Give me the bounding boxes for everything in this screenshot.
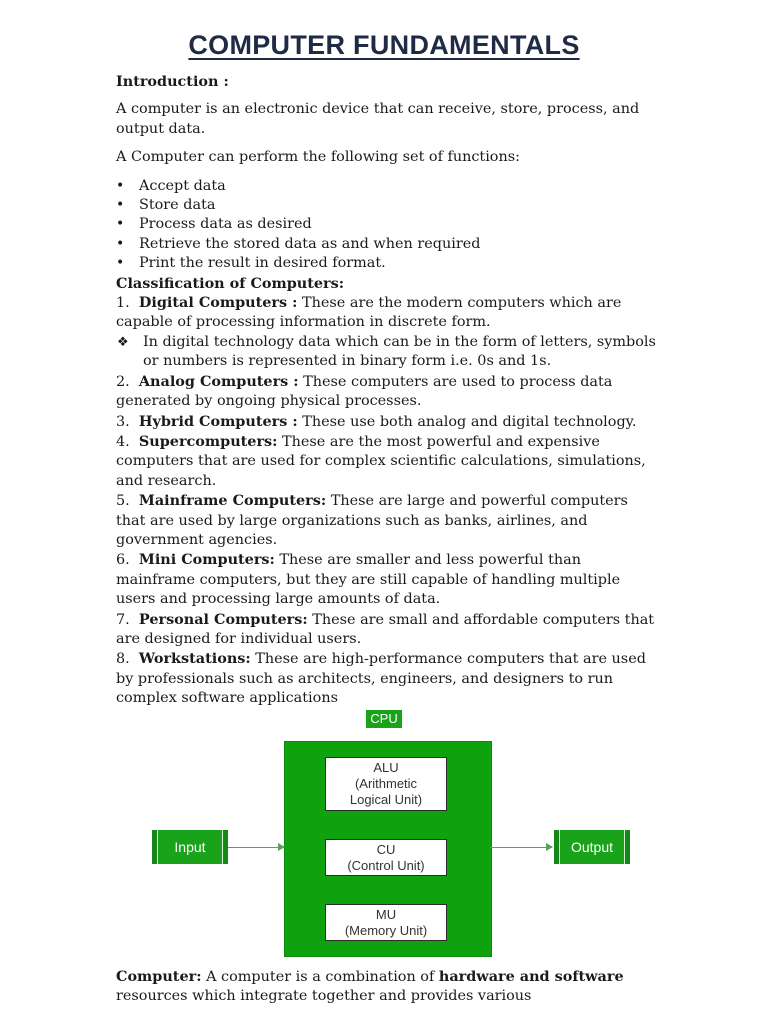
- cpu-box: [284, 741, 492, 957]
- classification-item: 2. Analog Computers : These computers are used to process data generated by ongoing physical processes.: [116, 372, 613, 410]
- cu-box: CU (Control Unit): [325, 839, 447, 876]
- digital-note: ❖ In digital technology data which can be in the form of letters, symbols or numbers is represented in binary form i.e. 0s and 1s.: [117, 333, 656, 370]
- mu-box: MU (Memory Unit): [325, 904, 447, 941]
- output-box: Output: [554, 830, 630, 864]
- document-body: [116, 72, 656, 709]
- functions-intro: A Computer can perform the following set of functions:: [116, 149, 520, 166]
- list-item: • Retrieve the stored data as and when required: [116, 235, 656, 254]
- cpu-label: CPU: [366, 710, 402, 728]
- diamond-bullet-icon: ❖: [117, 334, 129, 350]
- classification-item: 6. Mini Computers: These are smaller and less powerful than mainframe computers, but they are still capable of handling multiple users and processing large amounts of data.: [116, 551, 621, 608]
- classification-item: 3. Hybrid Computers : These use both analog and digital technology.: [116, 412, 637, 430]
- list-item: • Print the result in desired format.: [116, 254, 656, 273]
- functions-list: [116, 177, 656, 274]
- input-box: Input: [152, 830, 228, 864]
- classification-item: 8. Workstations: These are high-performance computers that are used by professionals such as architects, engineers, and designers to run complex software applications: [116, 650, 646, 707]
- alu-box: ALU (Arithmetic Logical Unit): [325, 757, 447, 811]
- classification-heading: Classification of Computers:: [116, 274, 345, 292]
- classification-item: 4. Supercomputers: These are the most powerful and expensive computers that are used for complex scientific calculations, simulations, and research.: [116, 432, 646, 489]
- intro-paragraph: A computer is an electronic device that can receive, store, process, and output data.: [116, 101, 640, 137]
- list-item: • Store data: [116, 196, 656, 215]
- classification-item: 5. Mainframe Computers: These are large and powerful computers that are used by large organizations such as banks, airlines, and government agencies.: [116, 492, 628, 548]
- input-arrow: [228, 847, 284, 848]
- cpu-diagram: [116, 700, 656, 962]
- output-arrow: [490, 847, 552, 848]
- intro-heading: Introduction :: [116, 73, 229, 90]
- classification-item: 1. Digital Computers : These are the modern computers which are capable of processing information in discrete form.: [116, 294, 622, 331]
- computer-definition: Computer: A computer is a combination of hardware and software resources which integrate together and provides various: [116, 968, 624, 1005]
- classification-item: 7. Personal Computers: These are small and affordable computers that are designed for individual users.: [116, 610, 655, 647]
- page-title: COMPUTER FUNDAMENTALS: [188, 30, 580, 60]
- list-item: • Process data as desired: [116, 215, 656, 234]
- list-item: • Accept data: [116, 177, 656, 196]
